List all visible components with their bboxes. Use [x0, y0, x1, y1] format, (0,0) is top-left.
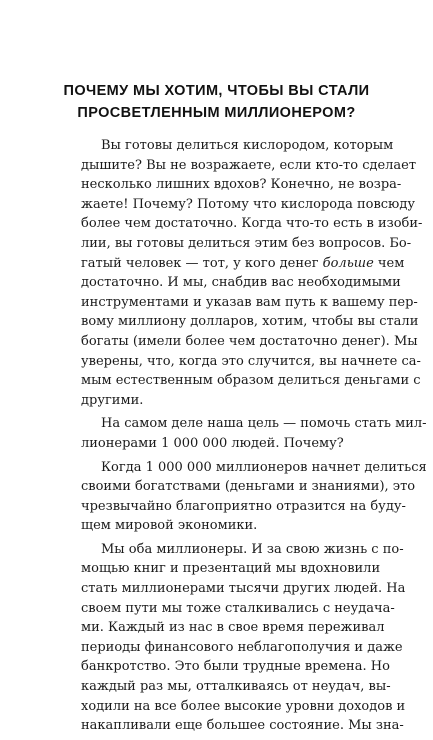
text-line: богаты (имели более чем достаточно денег). Мы — [81, 333, 418, 349]
text-line-tail: чем — [373, 255, 405, 271]
text-line: своими богатствами (деньгами и знаниями), это — [81, 479, 416, 495]
text-line: Вы готовы делиться кислородом, которым — [101, 138, 394, 153]
chapter-heading-line-1: ПОЧЕМУ МЫ ХОТИМ, ЧТОБЫ ВЫ СТАЛИ — [63, 83, 370, 99]
chapter-heading-line-2: ПРОСВЕТЛЕННЫМ МИЛЛИОНЕРОМ? — [77, 105, 356, 121]
text-line: достаточно. И мы, снабдив вас необходимыми — [81, 275, 401, 291]
text-line: лионерами 1 000 000 людей. Почему? — [81, 435, 344, 451]
text-line: стать миллионерами тысячи других людей. На — [81, 581, 406, 597]
text-line: уверены, что, когда это случится, вы начнете са- — [81, 353, 421, 369]
text-line: ходили на все более высокие уровни доходов и — [81, 698, 406, 714]
text-line: своем пути мы тоже сталкивались с неудача- — [81, 600, 395, 616]
chapter-heading — [0, 80, 433, 124]
paragraph-2 — [81, 414, 427, 453]
text-line: мым естественным образом делиться деньгами с — [81, 373, 421, 389]
text-line: На самом деле наша цель — помочь стать мил- — [101, 416, 427, 432]
text-line: чрезвычайно благоприятно отразится на буду- — [81, 498, 406, 514]
text-line: банкротство. Это были трудные времена. Но — [81, 659, 390, 675]
text-line: каждый раз мы, отталкиваясь от неудач, вы- — [81, 679, 391, 695]
text-line: периоды финансового неблагополучия и даже — [81, 639, 403, 655]
text-line: несколько лишних вдохов? Конечно, не возра- — [81, 177, 402, 193]
text-line: мощью книг и презентаций мы вдохновили — [81, 561, 381, 577]
text-line: более чем достаточно. Когда что-то есть в изоби- — [81, 216, 423, 232]
paragraph-1 — [81, 136, 423, 410]
text-line: щем мировой экономики. — [81, 518, 258, 534]
text-line: вому миллиону долларов, хотим, чтобы вы стали — [81, 314, 419, 330]
emphasized-word: больше — [322, 255, 374, 271]
text-line: другими. — [81, 392, 144, 408]
text-line: Мы оба миллионеры. И за свою жизнь с по- — [101, 541, 404, 557]
text-line: Когда 1 000 000 миллионеров начнет делиться — [101, 459, 427, 475]
text-line-head: гатый человек — тот, у кого денег — [81, 255, 323, 271]
text-line: лии, вы готовы делиться этим без вопросов. Бо- — [81, 235, 412, 251]
text-line: инструментами и указав вам путь к вашему пер- — [81, 294, 418, 310]
text-line-with-emphasis — [81, 254, 405, 274]
text-line: дышите? Вы не возражаете, если кто-то сделает — [81, 157, 417, 173]
text-line: ми. Каждый из нас в свое время переживал — [81, 620, 385, 636]
paragraph-4 — [81, 540, 406, 736]
text-line: жаете! Почему? Потому что кислорода повсюду — [81, 196, 416, 212]
body-text — [81, 136, 427, 740]
text-line: накапливали еще большее состояние. Мы зна- — [81, 718, 404, 734]
paragraph-3 — [81, 458, 427, 536]
